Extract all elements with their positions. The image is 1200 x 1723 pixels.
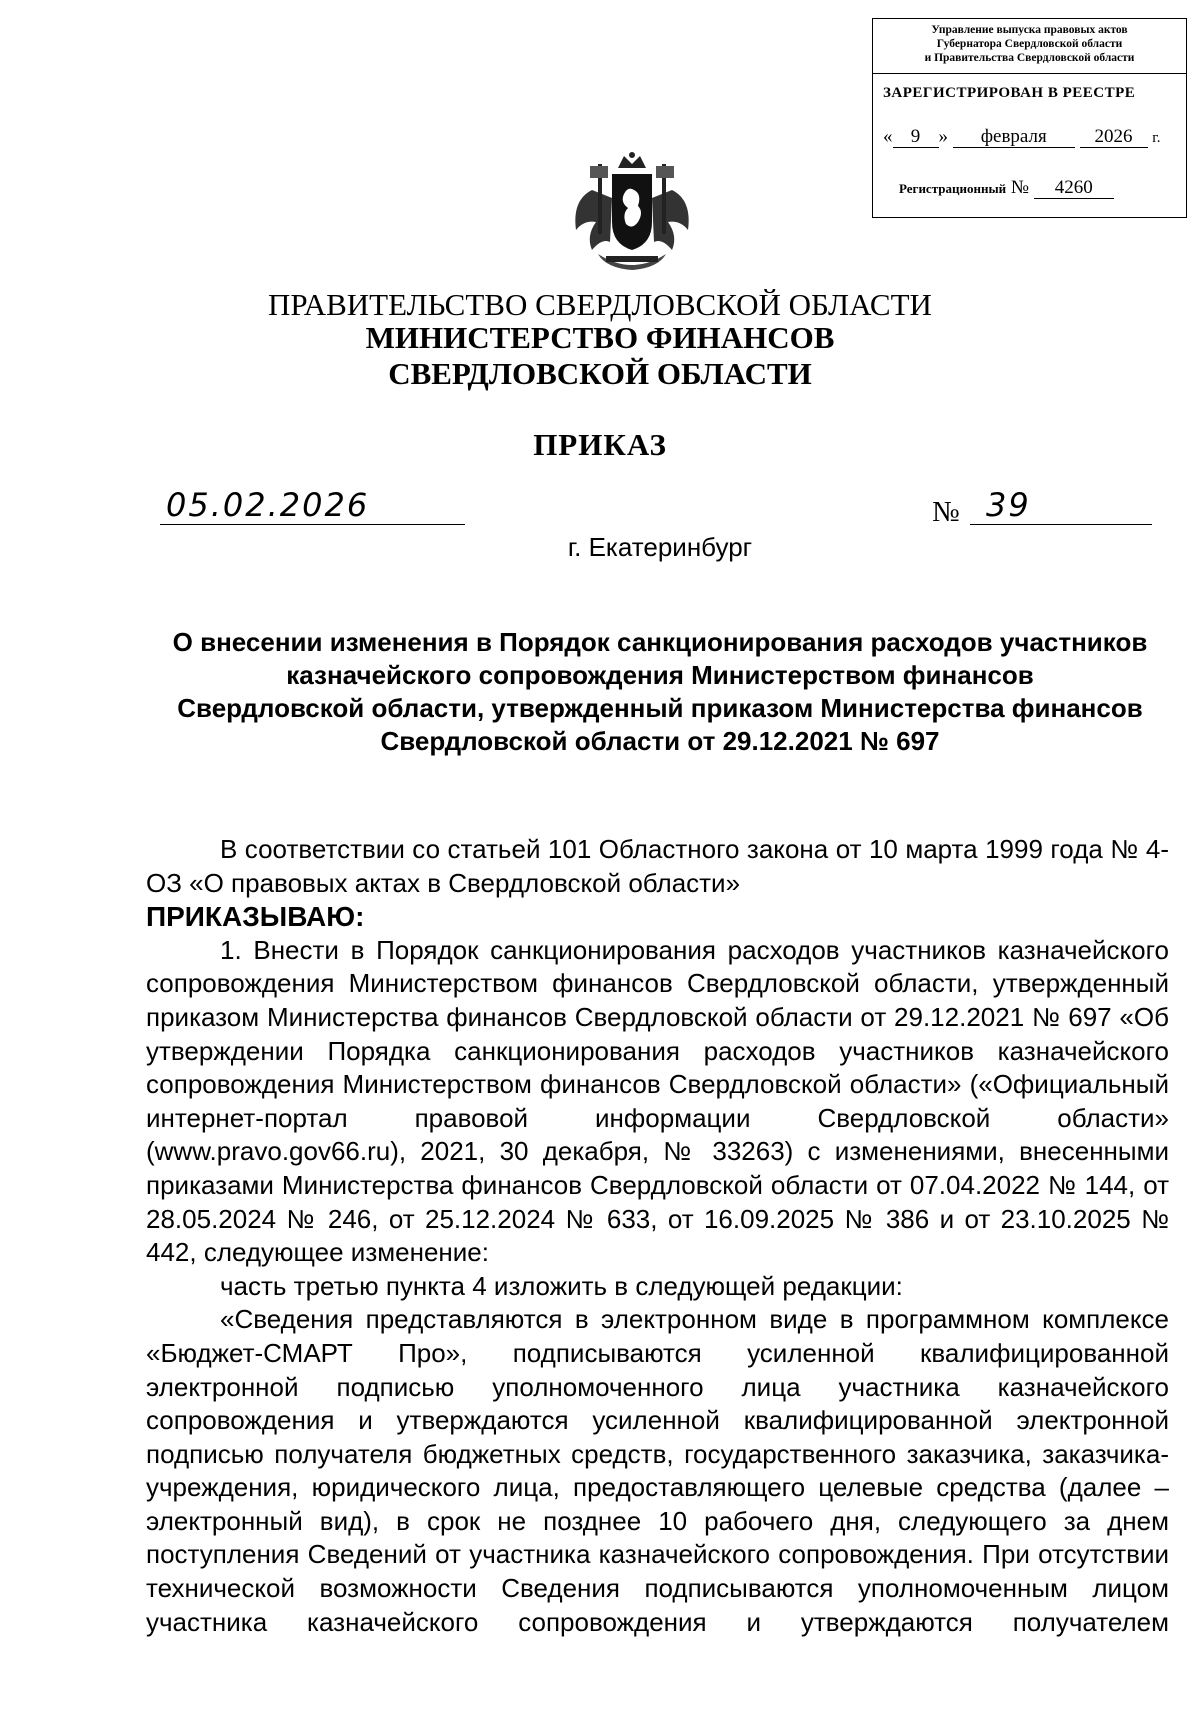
stamp-day: 9 (893, 127, 939, 148)
document-type: ПРИКАЗ (533, 427, 667, 462)
title-line: Свердловской области от 29.12.2021 № 697 (380, 726, 940, 756)
item-1-paragraph: 1. Внести в Порядок санкционирования расходов участников казначейского сопровождения Министерством финансов Свердловской области, утвержденный приказом Министерства финансов Свердловской области от 29.12.2021 № 697 «Об утверждении Порядка санкционирования расходов участников казначейского сопровождения Министерством финансов Свердловской области» («Официальный интернет-портал правовой информации Свердловской области» (www.pravo.gov66.ru), 2021, 30 декабря, № 33263) с изменениями, внесенными приказами Министерства финансов Свердловской области от 07.04.2022 № 144, от 28.05.2024 № 246, от 25.12.2024 № 633, от 16.09.2025 № 386 и от 23.10.2025 № 442, следующее изменение: (146, 934, 1169, 1268)
stamp-header-line: Управление выпуска правовых актов (931, 24, 1128, 36)
coat-of-arms-icon (562, 150, 702, 280)
order-title (130, 626, 1190, 758)
title-line: казначейского сопровождения Министерством финансов (286, 660, 1034, 690)
stamp-num-sign: № (1010, 177, 1029, 198)
stamp-year-abbr: г. (1152, 130, 1161, 146)
order-date-field (160, 488, 465, 525)
ministry-name-line2: СВЕРДЛОВСКОЙ ОБЛАСТИ (388, 356, 812, 391)
change-instruction-paragraph: часть третью пункта 4 изложить в следующей редакции: (220, 1270, 903, 1301)
government-name: ПРАВИТЕЛЬСТВО СВЕРДЛОВСКОЙ ОБЛАСТИ (268, 287, 932, 322)
stamp-reg-label: Регистрационный (899, 181, 1007, 196)
registration-stamp (872, 18, 1187, 218)
new-wording-paragraph: «Сведения представляются в электронном виде в программном комплексе «Бюджет-СМАРТ Про», подписываются усиленной квалифицированной электронной подписью уполномоченного лица участника казначейского сопровождения и утверждаются усиленной квалифицированной электронной подписью получателя бюджетных средств, государственного заказчика, заказчика-учреждения, юридического лица, предоставляющего целевые средства (далее – электронный вид), в срок не позднее 10 рабочего дня, следующего за днем поступления Сведений от участника казначейского сопровождения. При отсутствии технической возможности Сведения подписываются уполномоченным лицом участника казначейского сопровождения и утверждаются получателем (146, 1304, 1169, 1637)
stamp-header (873, 19, 1186, 74)
title-line: О внесении изменения в Порядок санкционирования расходов участников (172, 627, 1148, 657)
stamp-header-line: Губернатора Свердловской области (936, 38, 1123, 50)
order-number: 39 (986, 486, 1031, 524)
stamp-reg-number (899, 177, 1114, 199)
title-line: Свердловской области, утвержденный приказом Министерства финансов (177, 693, 1143, 723)
stamp-header-line: и Правительства Свердловской области (924, 52, 1135, 64)
order-body (146, 833, 1169, 1639)
ministry-name-line1: МИНИСТЕРСТВО ФИНАНСОВ (365, 320, 835, 355)
order-date: 05.02.2026 (166, 486, 370, 524)
stamp-year-prefix: 20 (1094, 126, 1114, 147)
order-number-field (970, 488, 1152, 525)
stamp-year-suffix: 26 (1113, 126, 1133, 147)
stamp-date: « 9 » февраля 2026 г. (883, 126, 1161, 147)
stamp-month: февраля (953, 127, 1075, 148)
stamp-registered-label: ЗАРЕГИСТРИРОВАН В РЕЕСТРЕ (883, 85, 1136, 101)
stamp-reg-value: 4260 (1034, 178, 1114, 199)
order-directive: ПРИКАЗЫВАЮ: (146, 901, 365, 933)
preamble-paragraph: В соответствии со статьей 101 Областного закона от 10 марта 1999 года № 4-ОЗ «О правовых актах в Свердловской области» (146, 834, 1169, 898)
order-city: г. Екатеринбург (567, 532, 753, 562)
order-number-sign: № (932, 496, 960, 528)
